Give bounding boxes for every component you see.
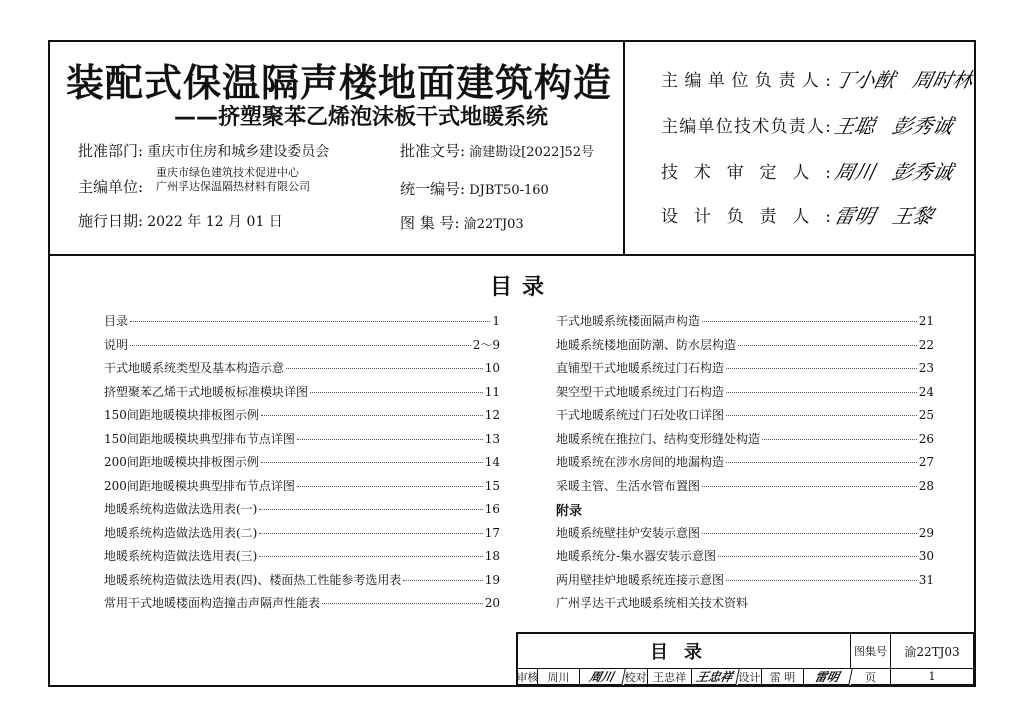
toc-item[interactable]: 200间距地暖模块典型排布节点详图 15 — [104, 478, 500, 493]
approval-dept — [78, 140, 329, 161]
toc-item[interactable]: 广州孚达干式地暖系统相关技术资料 — [556, 596, 749, 610]
review-label: 审核 — [516, 670, 539, 684]
toc-item[interactable]: 地暖系统构造做法选用表(二) 17 — [104, 525, 500, 540]
responsible-label: 主编单位技术负责人: — [661, 117, 831, 137]
effective-date-value: 2022 年 12 月 01 日 — [147, 214, 283, 230]
signature: 彭秀诚 — [890, 114, 956, 138]
signature: 雷明 — [832, 204, 878, 228]
toc-item[interactable]: 地暖系统在涉水房间的地漏构造 27 — [556, 455, 934, 469]
atlas-value: 渝22TJ03 — [891, 634, 974, 669]
signature: 周时林 — [910, 68, 976, 92]
title-block — [516, 632, 974, 685]
atlas-no-label: 图 集 号: — [400, 214, 460, 232]
approval-doc-value: 渝建勘设[2022]52号 — [469, 145, 594, 160]
review-name: 周川 — [538, 669, 580, 685]
design-label: 设计 — [738, 670, 761, 684]
toc-item[interactable]: 地暖系统楼地面防潮、防水层构造 22 — [556, 337, 934, 352]
approval-doc — [400, 140, 594, 161]
header-info — [50, 42, 625, 254]
editor-unit-values — [156, 166, 310, 194]
effective-date — [78, 210, 283, 231]
toc-item[interactable]: 地暖系统构造做法选用表(三) 18 — [104, 549, 500, 563]
appendix-heading: 附录 — [556, 504, 583, 519]
approval-dept-label: 批准部门: — [78, 142, 144, 160]
approval-doc-label: 批准文号: — [400, 142, 466, 160]
responsible-label: 设计负责人: — [661, 207, 831, 227]
toc-item[interactable]: 干式地暖系统过门石处收口详图 25 — [556, 408, 934, 422]
toc-item[interactable]: 地暖系统构造做法选用表(一) 16 — [104, 502, 500, 516]
check-name: 王忠祥 — [648, 669, 692, 685]
signature: 王黎 — [890, 204, 936, 228]
responsible-row — [661, 110, 956, 139]
responsibles-panel — [625, 42, 974, 254]
responsible-row — [661, 64, 976, 93]
atlas-no — [400, 212, 524, 233]
signature: 周川 — [832, 160, 878, 184]
responsible-label: 技术审定人: — [661, 163, 831, 183]
signature: 彭秀诚 — [890, 160, 956, 184]
toc-item[interactable]: 地暖系统分-集水器安装示意图 30 — [556, 549, 934, 563]
check-signature: 王忠祥 — [690, 669, 739, 685]
design-signature: 雷明 — [802, 669, 852, 685]
unified-no-value: DJBT50-160 — [469, 183, 549, 198]
toc-item[interactable]: 挤塑聚苯乙烯干式地暖板标准模块详图 11 — [104, 384, 500, 399]
atlas-label: 图集号 — [851, 634, 891, 669]
design-name: 雷 明 — [762, 669, 804, 685]
responsible-label: 主编单位负责人: — [661, 71, 831, 91]
header — [50, 42, 974, 256]
signature: 丁小猷 — [832, 68, 898, 92]
drawing-frame — [48, 40, 976, 687]
toc-item[interactable]: 直铺型干式地暖系统过门石构造 23 — [556, 361, 934, 375]
toc-item[interactable]: 两用壁挂炉地暖系统连接示意图 31 — [556, 572, 934, 587]
page-label: 页 — [851, 669, 891, 685]
editor-unit-1: 重庆市绿色建筑技术促进中心 — [156, 166, 299, 179]
atlas-no-value: 渝22TJ03 — [463, 217, 524, 232]
effective-date-label: 施行日期: — [78, 212, 144, 230]
toc-item[interactable]: 200间距地暖模块排板图示例 14 — [104, 455, 500, 469]
toc-item[interactable]: 150间距地暖模块典型排布节点详图 13 — [104, 431, 500, 446]
toc-item[interactable]: 地暖系统在推拉门、结构变形缝处构造 26 — [556, 431, 934, 446]
toc-item[interactable]: 目录 1 — [104, 314, 500, 328]
toc-item[interactable]: 干式地暖系统楼面隔声构造 21 — [556, 314, 934, 328]
toc-title: 目录 — [490, 275, 555, 300]
toc-item[interactable]: 说明 2～9 — [104, 337, 500, 352]
page-subtitle: ——挤塑聚苯乙烯泡沫板干式地暖系统 — [174, 105, 549, 130]
toc-item[interactable]: 地暖系统壁挂炉安装示意图 29 — [556, 525, 934, 540]
toc-item[interactable]: 地暖系统构造做法选用表(四)、楼面热工性能参考选用表 19 — [104, 572, 500, 587]
toc-item[interactable]: 150间距地暖模块排板图示例 12 — [104, 408, 500, 422]
unified-no — [400, 178, 549, 199]
editor-unit-label: 主编单位: — [78, 178, 144, 196]
toc-item[interactable]: 采暖主管、生活水管布置图 28 — [556, 478, 934, 493]
page-title: 装配式保温隔声楼地面建筑构造 — [66, 61, 613, 105]
responsible-row — [661, 200, 936, 229]
title-block-name: 目录 — [518, 634, 851, 669]
page-value: 1 — [891, 669, 974, 685]
toc-item[interactable]: 常用干式地暖楼面构造撞击声隔声性能表 20 — [104, 596, 500, 610]
editor-unit-2: 广州孚达保温隔热材料有限公司 — [156, 180, 310, 193]
toc-item[interactable]: 干式地暖系统类型及基本构造示意 10 — [104, 361, 500, 375]
responsible-row — [661, 156, 956, 185]
toc-item[interactable]: 架空型干式地暖系统过门石构造 24 — [556, 384, 934, 399]
check-label: 校对 — [624, 670, 647, 684]
review-signature: 周川 — [578, 669, 625, 685]
approval-dept-value: 重庆市住房和城乡建设委员会 — [147, 144, 330, 160]
unified-no-label: 统一编号: — [400, 180, 466, 198]
signature: 王聪 — [832, 114, 878, 138]
